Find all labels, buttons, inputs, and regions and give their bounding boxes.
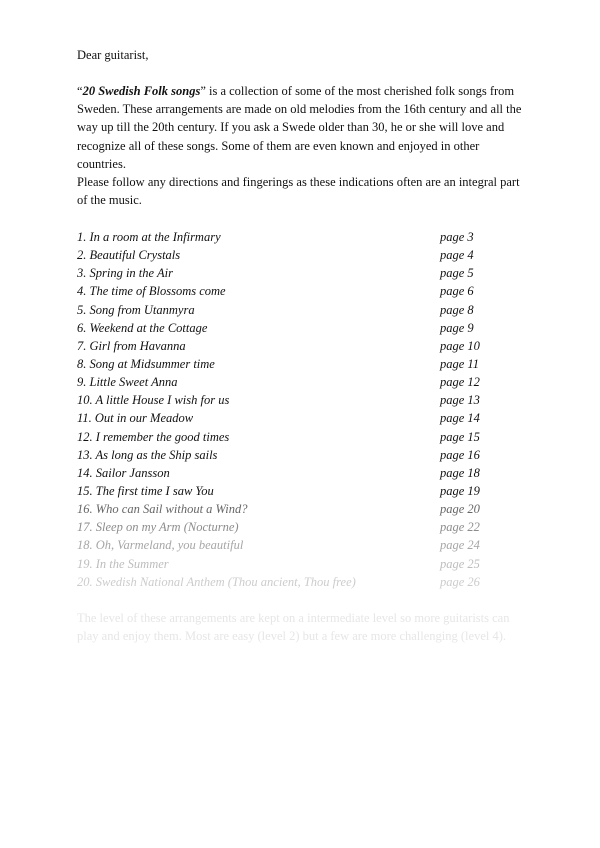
- level-note-paragraph: The level of these arrangements are kept on a intermediate level so more guitarists can play and enjoy them. Most are easy (level 2) but a few are more challenging (level 4).: [77, 611, 510, 644]
- toc-entry-page: page 14: [440, 411, 480, 426]
- toc-entry-page: page 24: [440, 538, 480, 553]
- intro-text: is a collection of some of the most cherished folk songs from Sweden. These arrangements are made on old melodies from the 16th century and all the way up till the 20th century. If you ask a Swede older than 30, he or she will love and recognize all of these songs. Some of them are even known and enjoyed in other countries.: [77, 84, 522, 171]
- toc-entry-title: 1. In a room at the Infirmary: [77, 230, 221, 244]
- toc-entry-title: 8. Song at Midsummer time: [77, 356, 215, 371]
- toc-entry: [77, 555, 527, 573]
- toc-entry-title: 15. The first time I saw You: [77, 483, 214, 498]
- toc-entry-title: 18. Oh, Varmeland, you beautiful: [77, 538, 244, 553]
- toc-entry-title: 3. Spring in the Air: [77, 266, 173, 281]
- toc-entry: [77, 464, 527, 482]
- toc-entry: [77, 246, 527, 264]
- greeting: Dear guitarist,: [77, 48, 149, 62]
- toc-entry-title: 16. Who can Sail without a Wind?: [77, 502, 248, 517]
- toc-entry: [77, 573, 527, 591]
- toc-entry-title: 12. I remember the good times: [77, 429, 230, 444]
- toc-entry-title: 10. A little House I wish for us: [77, 393, 230, 408]
- toc-entry: [77, 482, 527, 500]
- toc-entry: [77, 536, 527, 554]
- toc-entry-page: page 11: [440, 356, 479, 371]
- toc-entry-page: page 10: [440, 338, 480, 353]
- toc-entry-page: page 25: [440, 556, 480, 571]
- toc-entry-page: page 19: [440, 483, 480, 498]
- table-of-contents: [77, 228, 527, 591]
- toc-entry-title: 6. Weekend at the Cottage: [77, 320, 208, 335]
- toc-entry-page: page 5: [440, 266, 474, 281]
- toc-entry-page: page 9: [440, 320, 474, 335]
- toc-entry: [77, 391, 527, 409]
- toc-entry-title: 5. Song from Utanmyra: [77, 302, 195, 317]
- toc-entry-page: page 22: [440, 520, 480, 535]
- toc-entry-title: 14. Sailor Jansson: [77, 465, 170, 480]
- toc-entry-title: 20. Swedish National Anthem (Thou ancient, Thou free): [77, 574, 356, 589]
- intro-paragraph: [77, 82, 527, 173]
- toc-entry-page: page 16: [440, 447, 480, 462]
- toc-entry: [77, 337, 527, 355]
- toc-entry-page: page 15: [440, 429, 480, 444]
- toc-entry-page: page 3: [440, 230, 474, 244]
- toc-entry-page: page 4: [440, 248, 474, 263]
- toc-entry-page: page 18: [440, 465, 480, 480]
- toc-entry: [77, 319, 527, 337]
- toc-entry-page: page 12: [440, 375, 480, 390]
- close-quote: ”: [200, 84, 206, 98]
- toc-entry: [77, 228, 527, 246]
- toc-entry-title: 2. Beautiful Crystals: [77, 248, 181, 263]
- open-quote: “: [77, 84, 83, 98]
- toc-entry-title: 11. Out in our Meadow: [77, 411, 194, 426]
- collection-title: 20 Swedish Folk songs: [82, 84, 201, 98]
- toc-entry-page: page 20: [440, 502, 480, 517]
- toc-entry-page: page 26: [440, 574, 480, 589]
- toc-entry: [77, 518, 527, 536]
- toc-entry: [77, 428, 527, 446]
- toc-entry-page: page 13: [440, 393, 480, 408]
- toc-entry-title: 9. Little Sweet Anna: [77, 375, 178, 390]
- toc-entry-page: page 8: [440, 302, 474, 317]
- toc-entry-title: 19. In the Summer: [77, 556, 169, 571]
- toc-entry-title: 7. Girl from Havanna: [77, 338, 186, 353]
- toc-entry: [77, 373, 527, 391]
- toc-entry: [77, 446, 527, 464]
- toc-entry-page: page 6: [440, 284, 474, 299]
- toc-entry-title: 17. Sleep on my Arm (Nocturne): [77, 520, 239, 535]
- directions-paragraph: Please follow any directions and fingerings as these indications often are an integral part of the music.: [77, 175, 520, 208]
- toc-entry: [77, 409, 527, 427]
- toc-entry: [77, 500, 527, 518]
- toc-entry: [77, 264, 527, 282]
- toc-entry: [77, 355, 527, 373]
- toc-entry: [77, 282, 527, 300]
- toc-entry-title: 13. As long as the Ship sails: [77, 447, 218, 462]
- toc-entry: [77, 301, 527, 319]
- toc-entry-title: 4. The time of Blossoms come: [77, 284, 226, 299]
